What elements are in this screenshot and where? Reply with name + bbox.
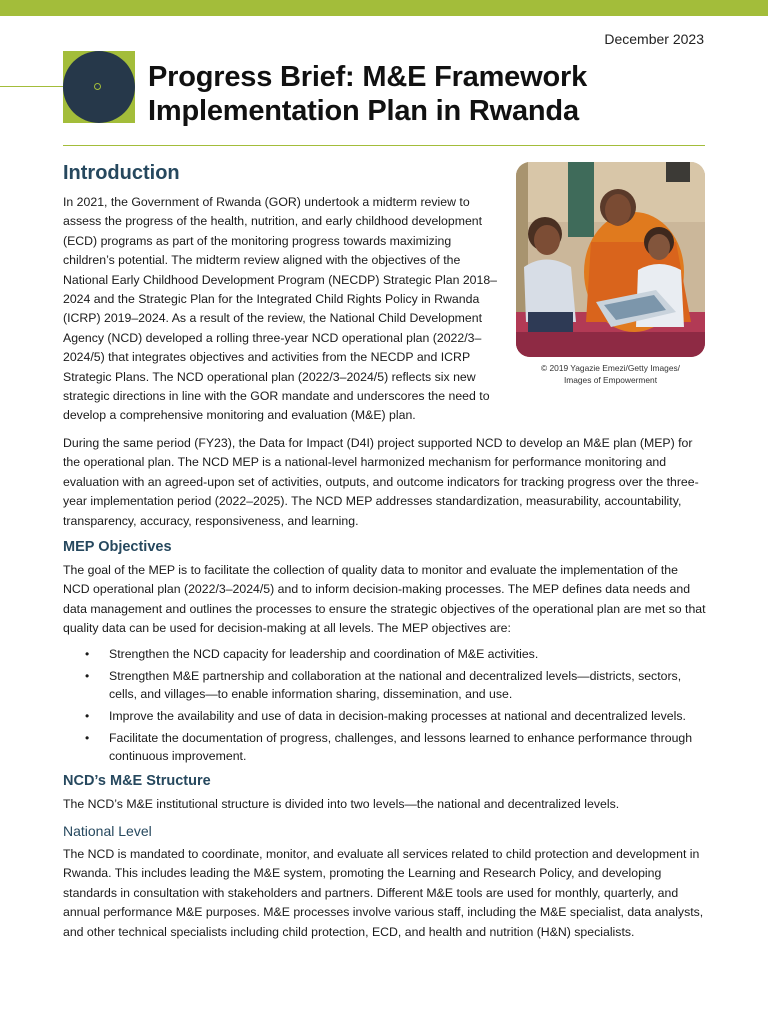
mep-objectives-heading: MEP Objectives xyxy=(63,539,172,555)
intro-paragraph-1: In 2021, the Government of Rwanda (GOR) undertook a midterm review to assess the progress of the health, nutrition, and early childhood development (ECD) programs as part of the monitoring progress towards maximizing children’s potential. The midterm review aligned with the objectives of the National Early Childhood Development Program (NECDP) Strategic Plan 2018–2024 and the Strategic Plan for the Integrated Child Rights Policy in Rwanda (ICRP) 2019–2024. As a result of the review, the National Child Development Agency (NCD) developed a rolling three-year NCD operational plan (2022/3–2024/5) that integrates objectives and activities from the NECDP and ICRP Strategic Plans. The NCD operational plan (2022/3–2024/5) reflects six new strategic directions in line with the GOR mandate and underscores the need to develop a comprehensive monitoring and evaluation (M&E) plan. xyxy=(63,195,498,423)
mne-structure-heading: NCD’s M&E Structure xyxy=(63,773,211,789)
list-item-text: Strengthen the NCD capacity for leadership and coordination of M&E activities. xyxy=(109,647,539,661)
mne-structure-paragraph: The NCD’s M&E institutional structure is divided into two levels—the national and decentralized levels. xyxy=(63,797,620,811)
title-line-1: Progress Brief: M&E Framework xyxy=(148,61,587,93)
bullet-icon: • xyxy=(85,647,90,661)
top-accent-bar xyxy=(0,0,768,16)
mep-objectives-list xyxy=(63,645,708,769)
intro-paragraph-2: During the same period (FY23), the Data for Impact (D4I) project supported NCD to develop an M&E plan (MEP) for the operational plan. The NCD MEP is a national-level harmonized mechanism for performance monitoring and evaluation with an agreed-upon set of activities, outputs, and outcome indicators for tracking progress over the three-year implementation period (2022–2025). The NCD MEP addresses standardization, measurability, accountability, transparency, accuracy, responsiveness, and learning. xyxy=(63,436,699,528)
national-level-paragraph: The NCD is mandated to coordinate, monitor, and evaluate all services related to child protection and development in Rwanda. This includes leading the M&E system, promoting the Learning and Research Policy, and developing standards in consultation with stakeholders and partners. Different M&E tools are used for monthly, quarterly, and annual performance M&E purposes. M&E processes involve various staff, including the M&E specialist, data analysts, and other technical specialists including child protection, ECD, and health and nutrition (H&N) specialists. xyxy=(63,847,704,939)
photo-caption-line-2: Images of Empowerment xyxy=(563,375,658,385)
bullet-icon: • xyxy=(85,669,90,683)
page-title xyxy=(148,60,708,128)
mep-objectives-paragraph: The goal of the MEP is to facilitate the collection of quality data to monitor and evaluate the implementation of the NCD operational plan (2022/3–2024/5) and to inform decision-making processes. The MEP defines data needs and data management and outlines the processes to ensure the strategic objectives of the operational plan are met so that quality data can be used for decision-making at all levels. The MEP objectives are: xyxy=(63,563,706,636)
national-level-heading: National Level xyxy=(63,823,152,839)
introduction-heading: Introduction xyxy=(63,162,180,184)
list-item xyxy=(63,707,708,725)
list-item xyxy=(63,729,708,765)
list-item xyxy=(63,667,708,703)
list-item-text: Facilitate the documentation of progress, challenges, and lessons learned to enhance performance through continuous improvement. xyxy=(109,731,693,763)
bullet-icon: • xyxy=(85,709,90,723)
title-divider xyxy=(63,145,705,146)
list-item xyxy=(63,645,708,663)
publication-date: December 2023 xyxy=(604,31,704,47)
photo-mother-and-children xyxy=(516,162,705,357)
list-item-text: Strengthen M&E partnership and collaboration at the national and decentralized levels—districts, sectors, cells, and villages—to enable information sharing, dissemination, and use. xyxy=(109,669,682,701)
photo-caption xyxy=(516,362,705,386)
photo-illustration xyxy=(516,162,705,357)
logo-dot-icon xyxy=(94,83,101,90)
list-item-text: Improve the availability and use of data in decision-making processes at national and decentralized levels. xyxy=(109,709,686,723)
photo-caption-line-1: © 2019 Yagazie Emezi/Getty Images/ xyxy=(541,363,680,373)
bullet-icon: • xyxy=(85,731,90,745)
title-line-2: Implementation Plan in Rwanda xyxy=(148,95,579,127)
